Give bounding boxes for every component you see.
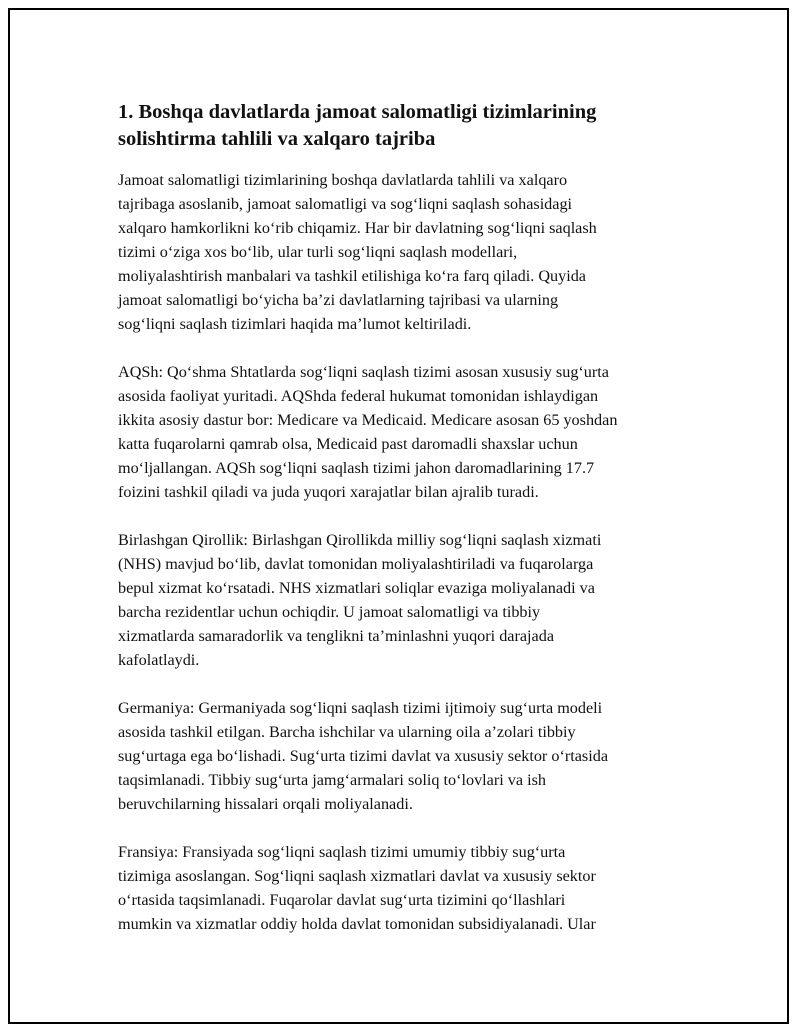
paragraph-uk: Birlashgan Qirollik: Birlashgan Qirollikda milliy sog‘liqni saqlash xizmati (NHS) mavjud bo‘lib, davlat tomonidan moliyalashtiriladi va fuqarolarga bepul xizmat ko‘rsatadi. NHS xizmatlari soliqlar evaziga moliyalanadi va barcha rezidentlar uchun ochiqdir. U jamoat salomatligi va tibbiy xizmatlarda samaradorlik va tenglikni ta’minlashni yuqori darajada kafolatlaydi. — [118, 531, 602, 669]
paragraph-germany: Germaniya: Germaniyada sog‘liqni saqlash tizimi ijtimoiy sug‘urta modeli asosida tashkil etilgan. Barcha ishchilar va ularning oila a’zolari tibbiy sug‘urtaga ega bo‘lishadi. Sug‘urta tizimi davlat va xususiy sektor o‘rtasida taqsimlanadi. Tibbiy sug‘urta jamg‘armalari soliq to‘lovlari va ish beruvchilarning hissalari orqali moliyalanadi. — [118, 699, 609, 813]
document-content — [118, 99, 708, 960]
paragraph-usa: AQSh: Qo‘shma Shtatlarda sog‘liqni saqlash tizimi asosan xususiy sug‘urta asosida faoliyat yuritadi. AQShda federal hukumat tomonidan ishlaydigan ikkita asosiy dastur bor: Medicare va Medicaid. Medicare asosan 65 yoshdan katta fuqarolarni qamrab olsa, Medicaid past daromadli shaxslar uchun mo‘ljallangan. AQSh sog‘liqni saqlash tizimi jahon daromadlarining 17.7 foizini tashkil qiladi va juda yuqori xarajatlar bilan ajralib turadi. — [118, 363, 618, 501]
section-title: 1. Boshqa davlatlarda jamoat salomatligi tizimlarining solishtirma tahlili va xalqaro tajriba — [118, 101, 597, 150]
paragraph-intro: Jamoat salomatligi tizimlarining boshqa davlatlarda tahlili va xalqaro tajribaga asoslanib, jamoat salomatligi va sog‘liqni saqlash sohasidagi xalqaro hamkorlikni ko‘rib chiqamiz. Har bir davlatning sog‘liqni saqlash tizimi o‘ziga xos bo‘lib, ular turli sog‘liqni saqlash modellari, moliyalashtirish manbalari va tashkil etilishiga ko‘ra farq qiladi. Quyida jamoat salomatligi bo‘yicha ba’zi davlatlarning tajribasi va ularning sog‘liqni saqlash tizimlari haqida ma’lumot keltiriladi. — [118, 171, 597, 333]
document-page — [8, 8, 789, 1024]
paragraph-france: Fransiya: Fransiyada sog‘liqni saqlash tizimi umumiy tibbiy sug‘urta tizimiga asoslangan. Sog‘liqni saqlash xizmatlari davlat va xususiy sektor o‘rtasida taqsimlanadi. Fuqarolar davlat sug‘urta tizimini qo‘llashlari mumkin va xizmatlar oddiy holda davlat tomonidan subsidiyalanadi. Ular — [118, 843, 596, 933]
